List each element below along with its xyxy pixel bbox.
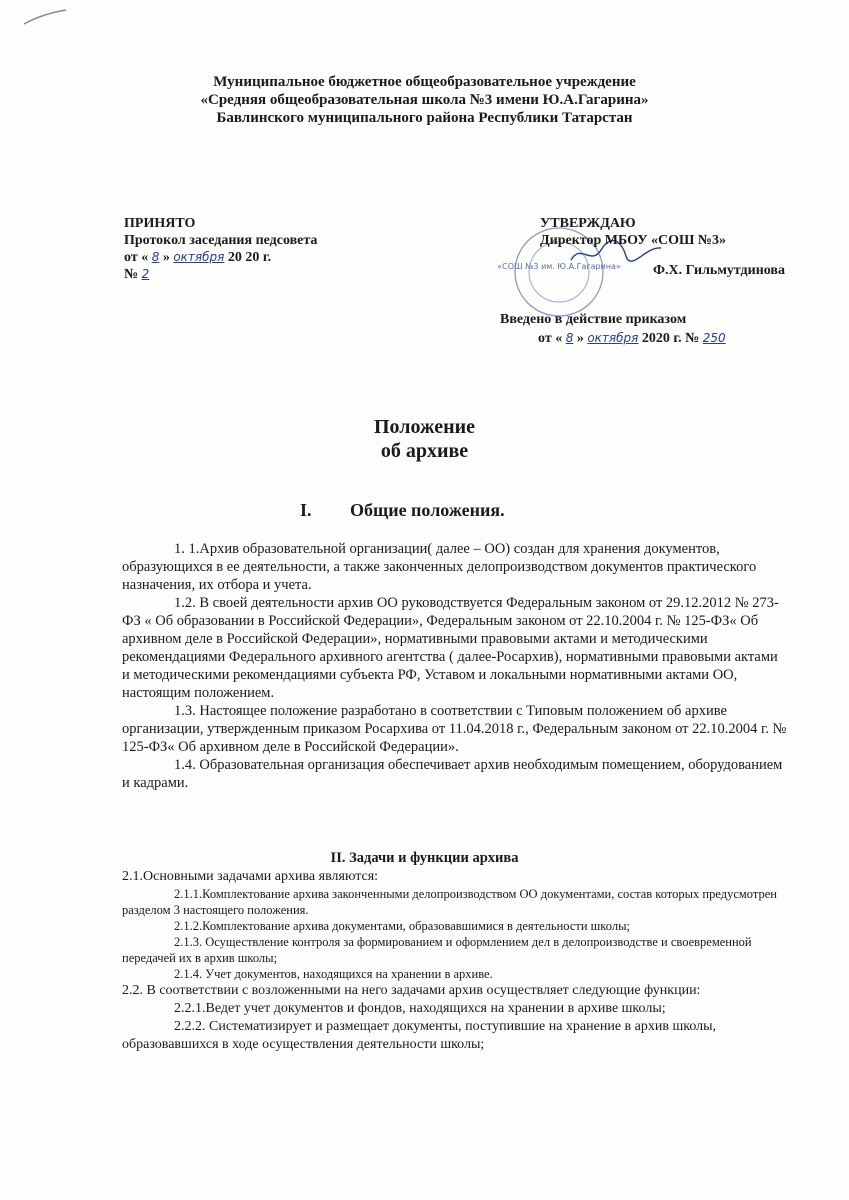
introduced-block <box>500 311 726 348</box>
approved-director: Директор МБОУ «СОШ №3» <box>540 233 726 248</box>
header-line-3: Бавлинского муниципального района Республики Татарстан <box>216 110 633 126</box>
stamp-line-1: «СОШ №3 им. Ю.А.Гагарина» <box>497 262 621 271</box>
accepted-block <box>124 215 317 283</box>
section-2-body <box>122 868 789 1054</box>
introduced-month: октября <box>587 331 639 345</box>
paragraph: 1.3. Настоящее положение разработано в соответствии с Типовым положением об архиве организации, утвержденным приказом Росархива от 11.04.2018 г., Федеральным законом от 22.10.2004 г. № 125-ФЗ« Об архивном деле в Российской Федерации». <box>122 703 787 755</box>
paragraph: 2.2.2. Систематизирует и размещает документы, поступившие на хранение в архив школы, образовавшихся в ходе осуществления деятельности школы; <box>122 1019 717 1052</box>
accepted-date: от « 8 » октября 20 20 г. <box>124 250 272 265</box>
accepted-year: 20 20 г. <box>227 250 272 265</box>
accepted-month: октября <box>173 250 225 264</box>
header-line-1: Муниципальное бюджетное общеобразовательное учреждение <box>213 74 636 90</box>
accepted-label: ПРИНЯТО <box>124 216 196 231</box>
approved-name: Ф.Х. Гильмутдинова <box>653 263 785 278</box>
introduced-number: 250 <box>702 331 726 345</box>
introduced-label: Введено в действие приказом <box>500 312 687 327</box>
document-title <box>0 415 849 463</box>
paragraph: 1.4. Образовательная организация обеспечивает архив необходимым помещением, оборудованием и кадрами. <box>122 757 783 791</box>
paragraph: 2.2.1.Ведет учет документов и фондов, находящихся на хранении в архиве школы; <box>174 1001 666 1016</box>
introduced-year: 2020 г. <box>641 331 682 346</box>
paragraph: 2.1.2.Комплектование архива документами, образовавшимися в деятельности школы; <box>174 919 630 933</box>
paragraph: 2.1.3. Осуществление контроля за формированием и оформлением дел в делопроизводстве и своевременной передачей их в архив школы; <box>122 935 752 965</box>
paragraph: 2.1.4. Учет документов, находящихся на хранении в архиве. <box>174 967 493 981</box>
paragraph: 2.2. В соответствии с возложенными на него задачами архив осуществляет следующие функции: <box>122 983 701 998</box>
title-line-1: Положение <box>373 416 476 438</box>
section-1-body <box>122 540 787 792</box>
approved-label: УТВЕРЖДАЮ <box>540 216 636 231</box>
title-line-2: об архиве <box>380 440 469 462</box>
paragraph: 1. 1.Архив образовательной организации( далее – ОО) создан для хранения документов, образующихся в ее деятельности, а также законченных делопроизводством документов практического назначения, их отбора и учета. <box>122 541 757 593</box>
accepted-protocol: Протокол заседания педсовета <box>124 233 318 248</box>
header-line-2: «Средняя общеобразовательная школа №3 имени Ю.А.Гагарина» <box>200 92 649 108</box>
paragraph: 2.1.1.Комплектование архива законченными делопроизводством ОО документами, состав которых предусмотрен разделом 3 настоящего положения. <box>122 887 777 917</box>
section-1-heading: I. Общие положения. <box>300 500 505 520</box>
organization-header <box>0 73 849 127</box>
paragraph: 1.2. В своей деятельности архив ОО руководствуется Федеральным законом от 29.12.2012 № 273-ФЗ « Об образовании в Российской Федерации», Федеральным законом от 22.10.2004 г. № 125-ФЗ« Об архивном деле в Российской Федерации», нормативными правовыми актами и методическими рекомендациями Федерального архивного агентства ( далее-Росархив), нормативными правовыми актами и методическими рекомендациями субъекта РФ, Уставом и локальными нормативными актами ОО, настоящим положением. <box>122 595 779 701</box>
pen-mark <box>22 8 68 26</box>
section-2-heading: II. Задачи и функции архива <box>330 850 519 866</box>
accepted-day: 8 <box>151 250 160 264</box>
paragraph: 2.1.Основными задачами архива являются: <box>122 869 379 884</box>
approved-block <box>540 215 785 279</box>
accepted-number: № 2 <box>124 267 150 282</box>
introduced-day: 8 <box>565 331 574 345</box>
introduced-date: от « 8 » октября 2020 г. № 250 <box>538 331 726 346</box>
